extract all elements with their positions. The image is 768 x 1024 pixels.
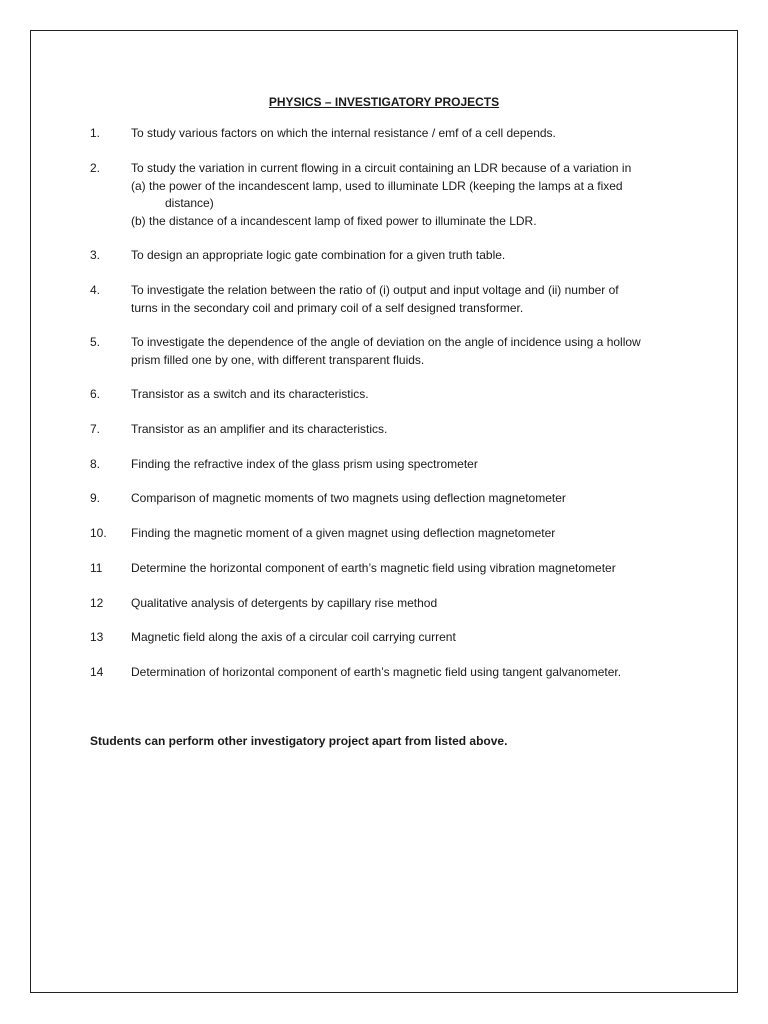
item-text	[131, 421, 691, 439]
item-number: 4.	[90, 283, 101, 297]
item-text	[131, 125, 691, 143]
item-text-line: To study the variation in current flowing in a circuit containing an LDR because of a variation in	[131, 161, 632, 175]
item-text	[131, 525, 691, 543]
item-number: 8.	[90, 457, 101, 471]
item-text	[131, 560, 691, 578]
item-text-line: prism filled one by one, with different transparent fluids.	[131, 352, 425, 367]
item-number: 13	[90, 630, 104, 644]
item-number: 5.	[90, 335, 101, 349]
item-text-line: Determination of horizontal component of earth’s magnetic field using tangent galvanometer.	[131, 665, 622, 679]
item-text-line: distance)	[165, 196, 214, 210]
item-text-line: Transistor as an amplifier and its characteristics.	[131, 422, 388, 436]
item-text-line: Transistor as a switch and its characteristics.	[131, 387, 369, 401]
item-text-line: To investigate the relation between the ratio of (i) output and input voltage and (ii) number of	[131, 283, 619, 297]
page-title: PHYSICS – INVESTIGATORY PROJECTS	[268, 95, 500, 109]
item-text-line: (a) the power of the incandescent lamp, used to illuminate LDR (keeping the lamps at a fixed	[131, 178, 623, 193]
item-text	[131, 629, 691, 647]
item-number: 3.	[90, 248, 101, 262]
item-number: 1.	[90, 126, 101, 140]
item-number: 2.	[90, 161, 101, 175]
footer-note: Students can perform other investigatory project apart from listed above.	[90, 734, 508, 748]
item-text-line: To study various factors on which the internal resistance / emf of a cell depends.	[131, 126, 556, 140]
item-number: 10.	[90, 526, 107, 540]
item-text-line: Finding the magnetic moment of a given magnet using deflection magnetometer	[131, 526, 556, 540]
item-text-line: Comparison of magnetic moments of two magnets using deflection magnetometer	[131, 491, 566, 505]
item-number: 6.	[90, 387, 101, 401]
item-text-line: To design an appropriate logic gate combination for a given truth table.	[131, 248, 506, 262]
item-number: 11	[90, 561, 103, 575]
item-text	[131, 247, 691, 265]
item-text-line: Determine the horizontal component of earth’s magnetic field using vibration magnetometer	[131, 561, 616, 575]
item-number: 12	[90, 596, 104, 610]
item-text	[131, 334, 691, 369]
item-number: 9.	[90, 491, 101, 505]
item-text-line: Finding the refractive index of the glass prism using spectrometer	[131, 457, 478, 471]
item-text-line: (b) the distance of a incandescent lamp of fixed power to illuminate the LDR.	[131, 213, 537, 228]
item-text	[131, 282, 691, 317]
item-text	[131, 664, 691, 682]
item-number: 14	[90, 665, 104, 679]
item-number: 7.	[90, 422, 101, 436]
item-text	[131, 456, 691, 474]
item-text	[131, 386, 691, 404]
item-text	[131, 490, 691, 508]
item-text-line: To investigate the dependence of the angle of deviation on the angle of incidence using a hollow	[131, 335, 641, 349]
item-text	[131, 595, 691, 613]
item-text-line: Qualitative analysis of detergents by capillary rise method	[131, 596, 438, 610]
item-text-line: turns in the secondary coil and primary coil of a self designed transformer.	[131, 300, 524, 315]
item-text-line: Magnetic field along the axis of a circular coil carrying current	[131, 630, 456, 644]
item-text	[131, 160, 691, 230]
